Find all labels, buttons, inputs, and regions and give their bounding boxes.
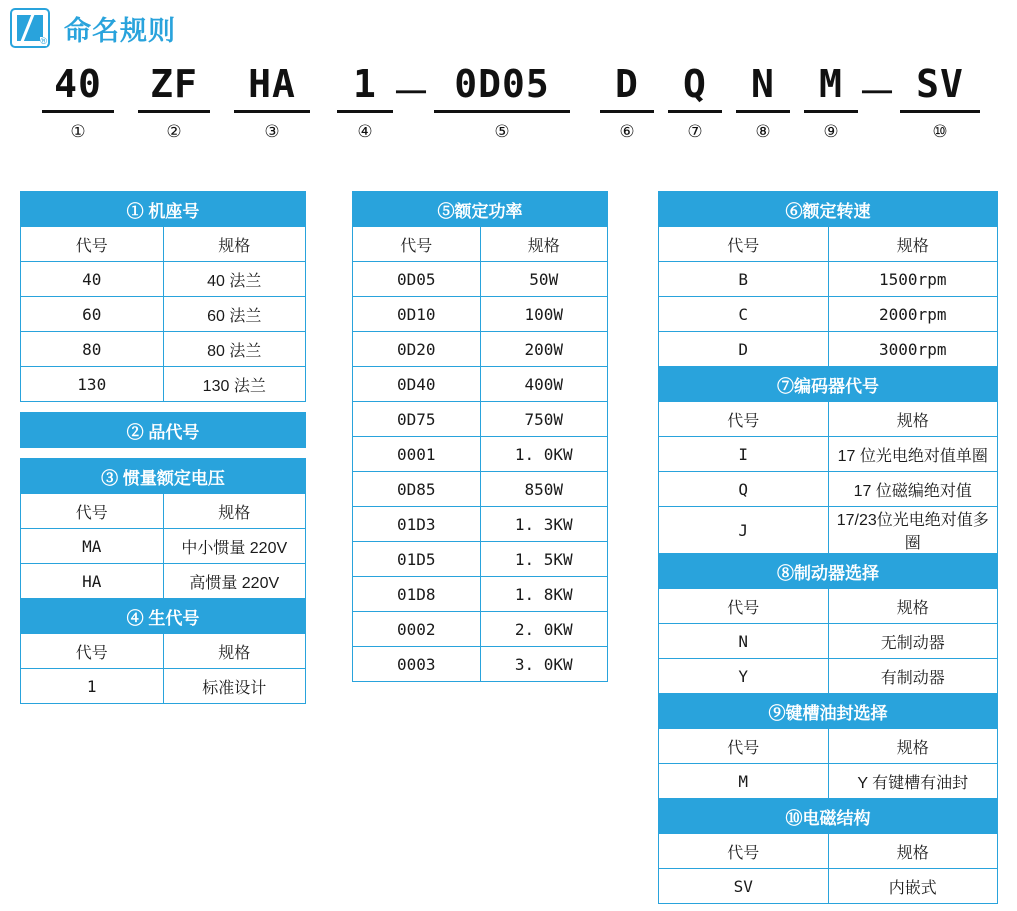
design-code-spec-0: 标准设计 (163, 669, 306, 704)
frame-size-title: ① 机座号 (21, 192, 306, 227)
encoder-code-code-0: I (659, 437, 829, 472)
table-row (659, 332, 998, 367)
code-segment-7-text: Q (683, 62, 707, 106)
left-table-column (20, 191, 306, 704)
rated-power-spec-10: 2. 0KW (480, 612, 608, 647)
rated-speed-header-code: 代号 (659, 227, 829, 262)
table-row (659, 624, 998, 659)
magnetic-structure-code-0: SV (659, 869, 829, 904)
inertia-voltage-code-0: MA (21, 529, 164, 564)
page-header (10, 8, 176, 48)
code-segment-10 (900, 62, 980, 142)
table-row (659, 834, 998, 869)
rated-speed-code-2: D (659, 332, 829, 367)
keyway-seal-spec-0: Y 有键槽有油封 (828, 764, 998, 799)
table-row (659, 367, 998, 402)
rated-power-code-6: 0D85 (353, 472, 481, 507)
keyway-seal-code-0: M (659, 764, 829, 799)
frame-size-header-spec: 规格 (163, 227, 306, 262)
rated-power-header-code: 代号 (353, 227, 481, 262)
table-row (353, 262, 608, 297)
rated-power-code-11: 0003 (353, 647, 481, 682)
code-segment-7-underline (668, 110, 722, 113)
encoder-code-spec-0: 17 位光电绝对值单圈 (828, 437, 998, 472)
frame-size-code-1: 60 (21, 297, 164, 332)
table-row (659, 192, 998, 227)
rated-power-spec-7: 1. 3KW (480, 507, 608, 542)
encoder-code-spec-1: 17 位磁编绝对值 (828, 472, 998, 507)
rated-speed-spec-0: 1500rpm (828, 262, 998, 297)
rated-power-code-2: 0D20 (353, 332, 481, 367)
rated-power-spec-8: 1. 5KW (480, 542, 608, 577)
brake-option-spec-0: 无制动器 (828, 624, 998, 659)
table-row (21, 367, 306, 402)
code-segment-9 (804, 62, 858, 142)
encoder-code-title: ⑦编码器代号 (659, 367, 998, 402)
keyway-seal-header-code: 代号 (659, 729, 829, 764)
code-segment-9-text: M (819, 62, 843, 106)
table-row (659, 764, 998, 799)
frame-size-code-2: 80 (21, 332, 164, 367)
design-code-title: ④ 生代号 (21, 599, 306, 634)
code-segment-3-underline (234, 110, 310, 113)
table-row (659, 554, 998, 589)
rated-power-spec-2: 200W (480, 332, 608, 367)
table-row (353, 332, 608, 367)
code-segment-9-underline (804, 110, 858, 113)
code-segment-2-marker: ② (166, 122, 182, 141)
table-row (353, 577, 608, 612)
table-row (21, 413, 306, 448)
code-segment-3-marker: ③ (264, 122, 280, 141)
divider (20, 402, 306, 412)
code-dash-2: － (858, 71, 897, 115)
frame-size-spec-3: 130 法兰 (163, 367, 306, 402)
table-row (21, 634, 306, 669)
inertia-voltage-header-spec: 规格 (163, 494, 306, 529)
brake-option-title: ⑧制动器选择 (659, 554, 998, 589)
rated-speed-spec-2: 3000rpm (828, 332, 998, 367)
inertia-voltage-code-1: HA (21, 564, 164, 599)
inertia-voltage-spec-0: 中小惯量 220V (163, 529, 306, 564)
code-segment-8-marker: ⑧ (755, 122, 771, 141)
frame-size-spec-0: 40 法兰 (163, 262, 306, 297)
table-row (659, 799, 998, 834)
table-row (659, 659, 998, 694)
code-segment-4-underline (337, 110, 393, 113)
code-segment-10-underline (900, 110, 980, 113)
rated-power-header-spec: 规格 (480, 227, 608, 262)
table-right-group (658, 191, 998, 904)
rated-power-code-1: 0D10 (353, 297, 481, 332)
document-logo-icon: ® (10, 8, 50, 48)
table-row (353, 647, 608, 682)
table-row (659, 227, 998, 262)
middle-table-column (352, 191, 608, 682)
rated-power-code-8: 01D5 (353, 542, 481, 577)
rated-power-spec-4: 750W (480, 402, 608, 437)
table-product-code (20, 412, 306, 448)
table-row (353, 367, 608, 402)
table-row (659, 402, 998, 437)
table-row (21, 192, 306, 227)
frame-size-header-code: 代号 (21, 227, 164, 262)
design-code-header-code: 代号 (21, 634, 164, 669)
rated-power-code-10: 0002 (353, 612, 481, 647)
code-segment-3-text: HA (248, 62, 296, 106)
table-row (659, 437, 998, 472)
brake-option-spec-1: 有制动器 (828, 659, 998, 694)
code-segment-3 (234, 62, 310, 142)
table-row (659, 694, 998, 729)
rated-power-code-4: 0D75 (353, 402, 481, 437)
product-code-title: ② 品代号 (21, 413, 306, 448)
code-segment-5-underline (434, 110, 570, 113)
table-row (21, 297, 306, 332)
table-row (353, 437, 608, 472)
code-segment-7-marker: ⑦ (687, 122, 703, 141)
rated-power-spec-6: 850W (480, 472, 608, 507)
table-row (353, 472, 608, 507)
magnetic-structure-spec-0: 内嵌式 (828, 869, 998, 904)
keyway-seal-title: ⑨键槽油封选择 (659, 694, 998, 729)
rated-power-spec-9: 1. 8KW (480, 577, 608, 612)
code-segment-8-text: N (751, 62, 775, 106)
rated-power-spec-1: 100W (480, 297, 608, 332)
code-segment-4-text: 1 (353, 62, 377, 106)
divider (20, 448, 306, 458)
brake-option-header-spec: 规格 (828, 589, 998, 624)
table-row (353, 402, 608, 437)
table-row (353, 227, 608, 262)
table-inertia-voltage (20, 458, 306, 704)
code-segment-2-underline (138, 110, 210, 113)
table-row (353, 612, 608, 647)
design-code-code-0: 1 (21, 669, 164, 704)
brake-option-header-code: 代号 (659, 589, 829, 624)
code-segment-10-marker: ⑩ (932, 122, 948, 141)
rated-power-code-3: 0D40 (353, 367, 481, 402)
inertia-voltage-spec-1: 高惯量 220V (163, 564, 306, 599)
code-segment-7 (668, 62, 722, 142)
rated-speed-code-0: B (659, 262, 829, 297)
design-code-header-spec: 规格 (163, 634, 306, 669)
rated-power-spec-11: 3. 0KW (480, 647, 608, 682)
rated-speed-spec-1: 2000rpm (828, 297, 998, 332)
keyway-seal-header-spec: 规格 (828, 729, 998, 764)
frame-size-spec-2: 80 法兰 (163, 332, 306, 367)
rated-power-spec-3: 400W (480, 367, 608, 402)
code-segment-8-underline (736, 110, 790, 113)
table-row (21, 227, 306, 262)
code-segment-5-marker: ⑤ (494, 122, 510, 141)
inertia-voltage-header-code: 代号 (21, 494, 164, 529)
code-segment-6-text: D (615, 62, 639, 106)
code-segment-1 (42, 62, 114, 142)
frame-size-spec-1: 60 法兰 (163, 297, 306, 332)
table-row (659, 507, 998, 554)
rated-power-spec-5: 1. 0KW (480, 437, 608, 472)
code-segment-6-marker: ⑥ (619, 122, 635, 141)
inertia-voltage-title: ③ 惯量额定电压 (21, 459, 306, 494)
rated-power-title: ⑤额定功率 (353, 192, 608, 227)
table-row (21, 262, 306, 297)
model-code-breakdown (0, 62, 1017, 172)
rated-power-spec-0: 50W (480, 262, 608, 297)
table-row (21, 669, 306, 704)
table-row (21, 494, 306, 529)
code-segment-1-underline (42, 110, 114, 113)
brake-option-code-0: N (659, 624, 829, 659)
code-segment-5 (434, 62, 570, 142)
magnetic-structure-header-code: 代号 (659, 834, 829, 869)
table-row (659, 729, 998, 764)
table-row (659, 869, 998, 904)
encoder-code-code-2: J (659, 507, 829, 554)
rated-power-code-9: 01D8 (353, 577, 481, 612)
code-segment-10-text: SV (916, 62, 964, 106)
brake-option-code-1: Y (659, 659, 829, 694)
code-segment-2-text: ZF (150, 62, 198, 106)
code-segment-8 (736, 62, 790, 142)
rated-speed-code-1: C (659, 297, 829, 332)
table-row (659, 262, 998, 297)
code-segment-4-marker: ④ (357, 122, 373, 141)
rated-speed-title: ⑥额定转速 (659, 192, 998, 227)
table-row (21, 564, 306, 599)
table-row (353, 297, 608, 332)
table-row (21, 459, 306, 494)
table-row (21, 599, 306, 634)
right-table-column (658, 191, 998, 904)
code-segment-6-underline (600, 110, 654, 113)
code-segment-1-marker: ① (70, 122, 86, 141)
code-segment-4 (337, 62, 393, 142)
magnetic-structure-title: ⑩电磁结构 (659, 799, 998, 834)
table-row (21, 332, 306, 367)
table-row (21, 529, 306, 564)
rated-power-code-7: 01D3 (353, 507, 481, 542)
encoder-code-header-code: 代号 (659, 402, 829, 437)
table-rated-power (352, 191, 608, 682)
page-title: 命名规则 (64, 15, 176, 46)
frame-size-code-3: 130 (21, 367, 164, 402)
code-segment-5-text: 0D05 (454, 62, 550, 106)
table-row (353, 507, 608, 542)
code-segment-9-marker: ⑨ (823, 122, 839, 141)
encoder-code-header-spec: 规格 (828, 402, 998, 437)
table-row (353, 192, 608, 227)
rated-power-code-0: 0D05 (353, 262, 481, 297)
code-segment-1-text: 40 (54, 62, 102, 106)
code-segment-6 (600, 62, 654, 142)
code-dash-1: － (392, 71, 431, 115)
table-row (659, 472, 998, 507)
encoder-code-spec-2: 17/23位光电绝对值多圈 (828, 507, 998, 554)
rated-speed-header-spec: 规格 (828, 227, 998, 262)
frame-size-code-0: 40 (21, 262, 164, 297)
code-segment-2 (138, 62, 210, 142)
table-frame-size (20, 191, 306, 402)
table-row (659, 297, 998, 332)
encoder-code-code-1: Q (659, 472, 829, 507)
rated-power-code-5: 0001 (353, 437, 481, 472)
table-row (659, 589, 998, 624)
table-row (353, 542, 608, 577)
magnetic-structure-header-spec: 规格 (828, 834, 998, 869)
